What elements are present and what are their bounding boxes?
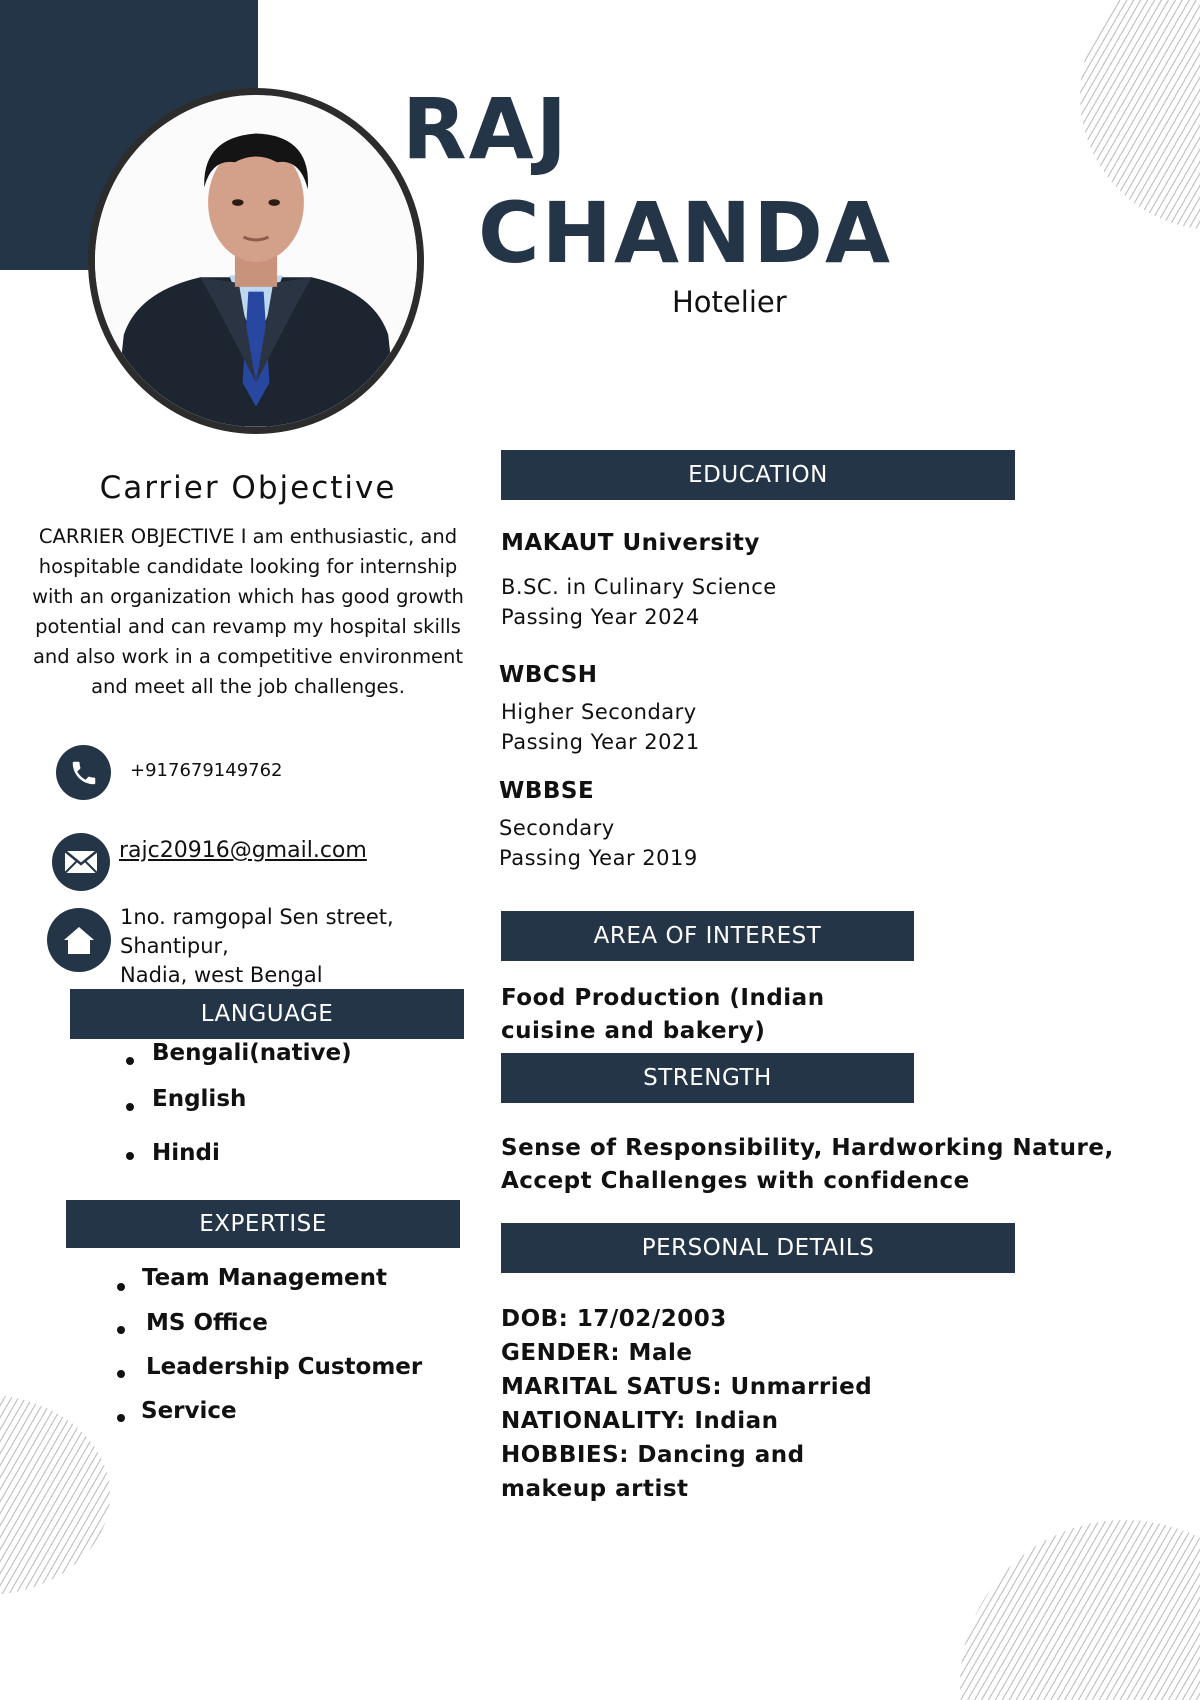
education-header: [501, 450, 1015, 500]
education-year-1: Passing Year 2024: [501, 605, 700, 629]
envelope-icon: [52, 833, 110, 891]
education-year-3: Passing Year 2019: [499, 846, 698, 870]
list-item: MS Office: [116, 1310, 268, 1336]
job-title: Hotelier: [672, 285, 787, 319]
education-title: EDUCATION: [688, 462, 828, 488]
interest-text: [501, 982, 825, 1048]
last-name: CHANDA: [478, 184, 892, 282]
list-item: English: [125, 1086, 246, 1112]
language-title: LANGUAGE: [200, 1001, 334, 1027]
education-degree-2: Higher Secondary: [501, 700, 697, 724]
phone-icon: [56, 745, 111, 800]
strength-title: STRENGTH: [643, 1065, 772, 1091]
education-degree-3: Secondary: [499, 816, 615, 840]
address: [120, 903, 500, 990]
decorative-hatched-circle-top-right: [1080, 0, 1200, 230]
language-header: [70, 989, 464, 1039]
hobbies-continued: makeup artist: [501, 1476, 689, 1502]
decorative-hatched-circle-bottom-left: [0, 1395, 110, 1595]
phone-number[interactable]: +917679149762: [130, 760, 283, 781]
strength-header: [501, 1053, 914, 1103]
education-degree-1: B.SC. in Culinary Science: [501, 575, 777, 599]
list-item: Bengali(native): [125, 1040, 352, 1066]
strength-line-2: Accept Challenges with confidence: [501, 1168, 970, 1194]
objective-title: Carrier Objective: [99, 470, 397, 506]
interest-line-2: cuisine and bakery): [501, 1018, 766, 1044]
objective-text: CARRIER OBJECTIVE I am enthusiastic, and hospitable candidate looking for internship with an organization which has good growth potential and can revamp my hospital skills and also work in a competitive environment and meet all the job challenges.: [32, 525, 464, 698]
personal-details-list: [501, 1302, 872, 1506]
list-item: Leadership Customer: [116, 1354, 422, 1380]
interest-title: AREA OF INTEREST: [593, 923, 822, 949]
list-item: Hindi: [125, 1140, 220, 1166]
education-details-2: [501, 697, 700, 757]
list-item: Service: [116, 1398, 237, 1424]
address-line-2: Nadia, west Bengal: [120, 963, 323, 987]
education-year-2: Passing Year 2021: [501, 730, 700, 754]
personal-details-header: [501, 1223, 1015, 1273]
expertise-title: EXPERTISE: [199, 1211, 327, 1237]
profile-photo: [88, 88, 424, 434]
marital-status: MARITAL SATUS: Unmarried: [501, 1374, 873, 1400]
gender: GENDER: Male: [501, 1340, 693, 1366]
education-details-3: [499, 813, 698, 873]
personal-details-title: PERSONAL DETAILS: [641, 1235, 875, 1261]
email-link[interactable]: rajc20916@gmail.com: [119, 838, 367, 863]
nationality: NATIONALITY: Indian: [501, 1408, 779, 1434]
education-institution-1: MAKAUT University: [501, 530, 760, 556]
hobbies: HOBBIES: Dancing and: [501, 1442, 805, 1468]
decorative-hatched-circle-bottom-right: [960, 1520, 1200, 1700]
education-institution-2: WBCSH: [499, 662, 598, 688]
first-name: RAJ: [402, 80, 569, 178]
strength-line-1: Sense of Responsibility, Hardworking Nature,: [501, 1135, 1114, 1161]
education-institution-3: WBBSE: [499, 778, 595, 804]
interest-header: [501, 911, 914, 961]
dob: DOB: 17/02/2003: [501, 1306, 727, 1332]
home-icon: [47, 908, 111, 972]
interest-line-1: Food Production (Indian: [501, 985, 825, 1011]
strength-text: [501, 1132, 1114, 1198]
address-line-1: 1no. ramgopal Sen street, Shantipur,: [120, 905, 394, 958]
list-item: Team Management: [116, 1265, 387, 1291]
education-details-1: [501, 572, 777, 632]
expertise-header: [66, 1200, 460, 1248]
